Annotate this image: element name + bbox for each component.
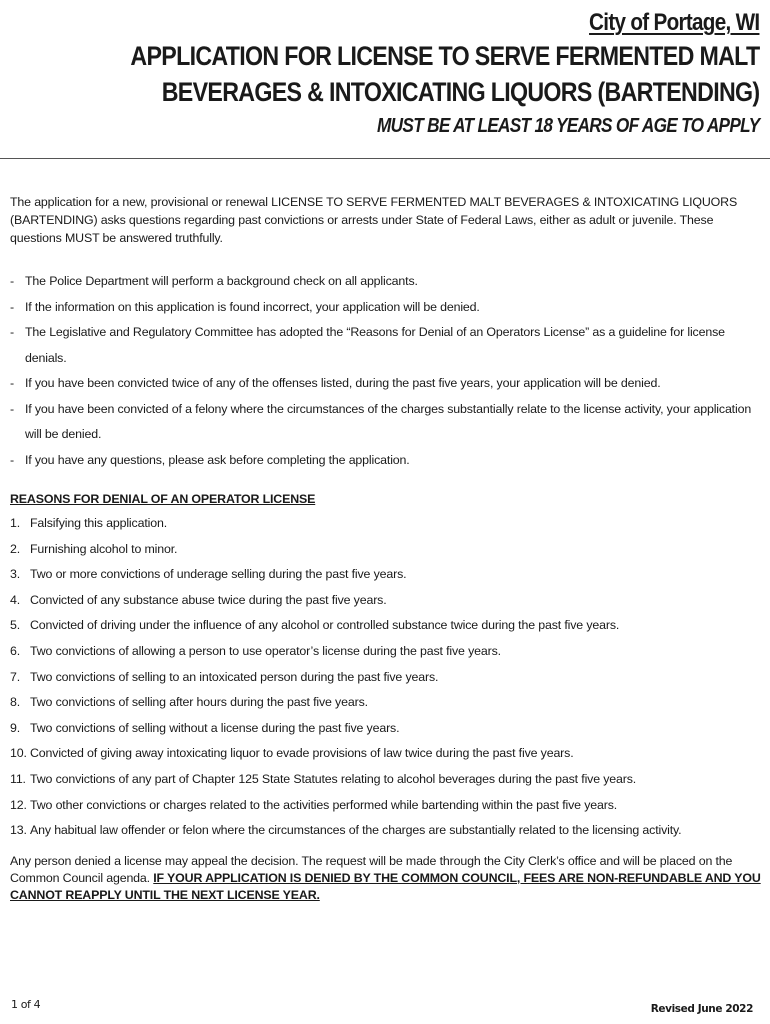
instruction-item: - The Police Department will perform a background check on all applicants.	[10, 269, 762, 295]
revision-date: Revised June 2022	[650, 1003, 753, 1015]
reason-item: 7. Two convictions of selling to an intoxicated person during the past five years.	[10, 669, 439, 684]
dash-bullet: -	[10, 452, 14, 467]
age-requirement: MUST BE AT LEAST 18 YEARS OF AGE TO APPLY	[376, 115, 759, 137]
instructions-list	[10, 269, 762, 473]
reason-item: 6. Two convictions of allowing a person to use operator’s license during the past five years.	[10, 643, 501, 658]
page-number: 1 of 4	[11, 998, 41, 1011]
instruction-item: - If you have been convicted twice of any of the offenses listed, during the past five years, your application will be denied.	[10, 371, 762, 397]
denial-warning: IF YOUR APPLICATION IS DENIED BY THE COMMON COUNCIL, FEES ARE NON-REFUNDABLE AND YOU CANNOT REAPPLY UNTIL THE NEXT LICENSE YEAR.	[10, 870, 761, 902]
reason-item: 13. Any habitual law offender or felon where the circumstances of the charges are substantially related to the licensing activity.	[10, 823, 682, 838]
reason-item: 11. Two convictions of any part of Chapter 125 State Statutes relating to alcohol beverages during the past five years.	[10, 771, 637, 786]
reason-item: 8. Two convictions of selling after hours during the past five years.	[10, 695, 368, 710]
reasons-heading: REASONS FOR DENIAL OF AN OPERATOR LICENSE	[10, 492, 316, 506]
appeal-paragraph	[10, 853, 762, 904]
intro-paragraph: The application for a new, provisional or renewal LICENSE TO SERVE FERMENTED MALT BEVERAGES & INTOXICATING LIQUORS (BARTENDING) asks questions regarding past convictions or arrests under State of Federal Laws, either as adult or juvenile. These questions MUST be answered truthfully.	[10, 195, 738, 245]
reason-item: 3. Two or more convictions of underage selling during the past five years.	[10, 567, 407, 582]
instruction-item: - If the information on this application is found incorrect, your application will be denied.	[10, 295, 762, 321]
instruction-item: - If you have been convicted of a felony where the circumstances of the charges substantially relate to the license activity, your application will be denied.	[10, 397, 762, 448]
city-name: City of Portage, WI	[588, 9, 759, 36]
reason-item: 2. Furnishing alcohol to minor.	[10, 541, 178, 556]
instruction-item: - If you have any questions, please ask before completing the application.	[10, 448, 762, 474]
dash-bullet: -	[10, 401, 14, 416]
appeal-text: Any person denied a license may appeal the decision. The request will be made through the City Clerk’s office and will be placed on the Common Council agenda.	[10, 853, 733, 885]
reason-item: 1. Falsifying this application.	[10, 516, 167, 530]
reasons-list	[10, 511, 762, 844]
reason-item: 12. Two other convictions or charges related to the activities performed while bartending within the past five years.	[10, 797, 618, 812]
dash-bullet: -	[10, 325, 14, 339]
application-title-line-1: APPLICATION FOR LICENSE TO SERVE FERMENTED MALT	[129, 41, 759, 71]
instruction-item: - The Legislative and Regulatory Committee has adopted the “Reasons for Denial of an Operators License” as a guideline for license denials.	[10, 320, 762, 371]
document-header	[130, 8, 759, 141]
reason-item: 4. Convicted of any substance abuse twice during the past five years.	[10, 592, 387, 607]
reason-item: 10. Convicted of giving away intoxicating liquor to evade provisions of law twice during the past five years.	[10, 746, 574, 761]
reason-item: 5. Convicted of driving under the influence of any alcohol or controlled substance twice during the past five years.	[10, 618, 620, 633]
reason-item: 9. Two convictions of selling without a license during the past five years.	[10, 720, 400, 735]
document-body	[10, 193, 762, 916]
dash-bullet: -	[10, 274, 14, 288]
application-title-line-2: BEVERAGES & INTOXICATING LIQUORS (BARTENDING)	[161, 77, 759, 107]
dash-bullet: -	[10, 376, 14, 390]
dash-bullet: -	[10, 299, 14, 314]
header-divider	[0, 158, 770, 159]
